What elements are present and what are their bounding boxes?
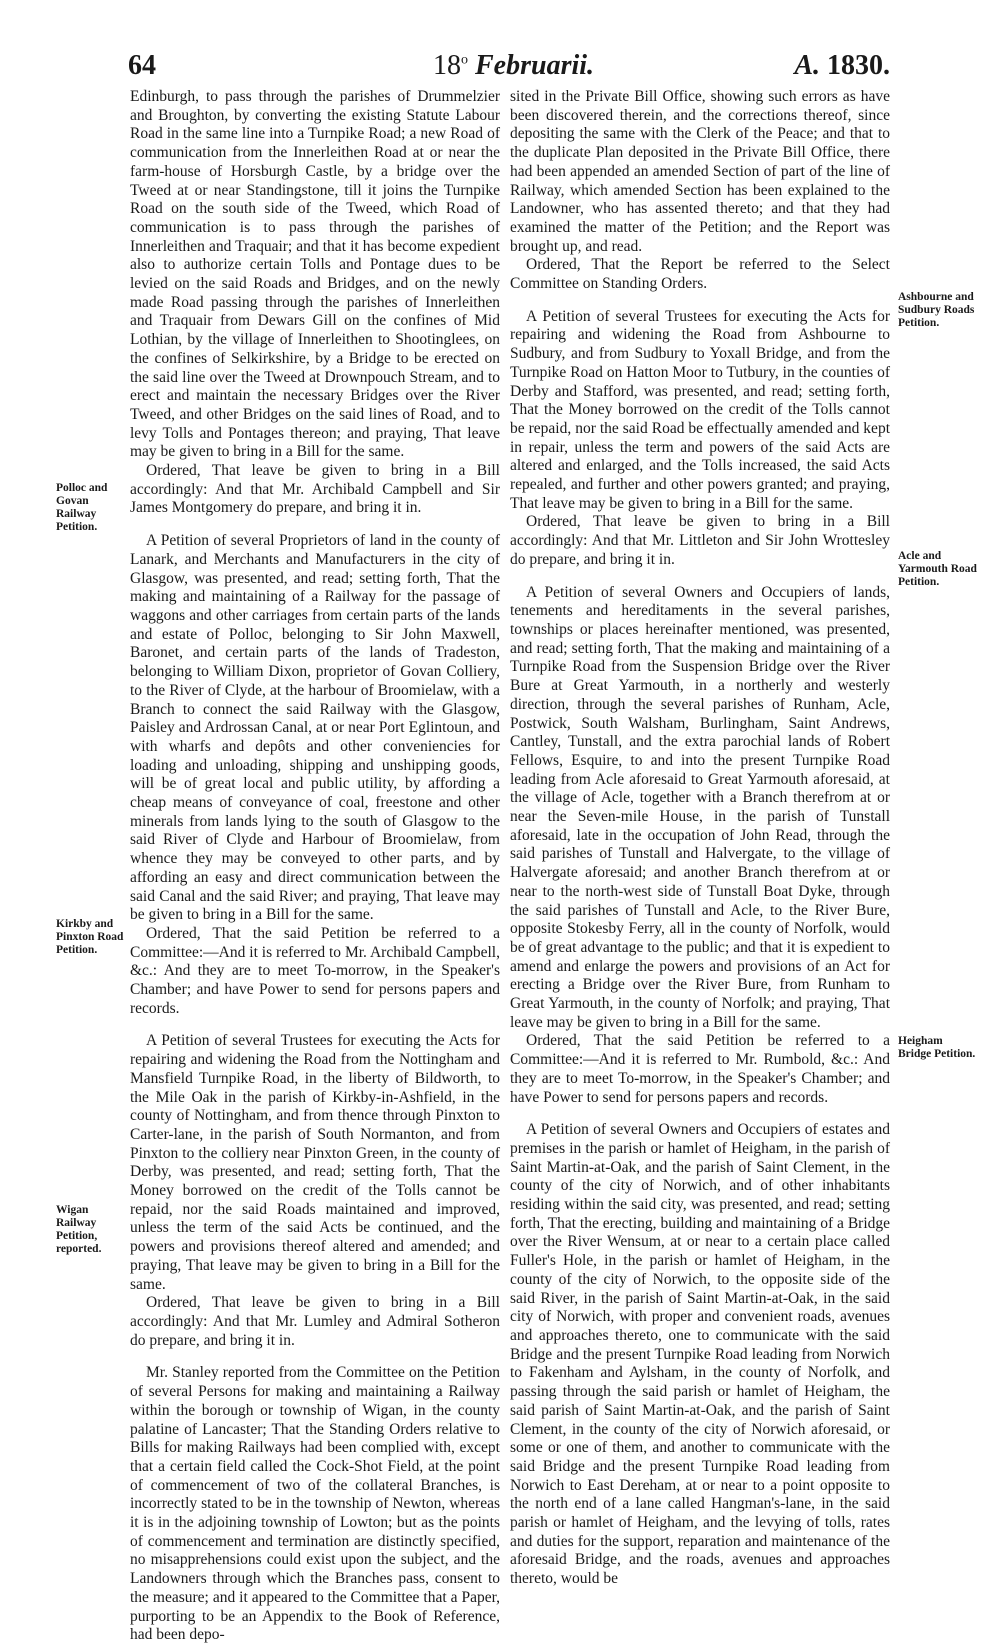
margin-note-heigham: Heigham Bridge Petition. — [898, 1035, 976, 1060]
order-paragraph: Ordered, That the Report be referred to the Select Committee on Standing Orders. — [510, 256, 890, 293]
left-column — [130, 88, 500, 1645]
margin-note-kirkby: Kirkby and Pinxton Road Petition. — [56, 918, 124, 956]
margin-note-ashbourne: Ashbourne and Sudbury Roads Petition. — [898, 291, 975, 329]
paragraph: A Petition of several Proprietors of land in the county of Lanark, and Merchants and Manufacturers in the city of Glasgow, was presented, and read; setting forth, That the making and maintaining of a Railway for the passage of waggons and other carriages from certain parts of the lands and estate of Polloc, belonging to Sir John Maxwell, Baronet, and certain parts of the lands of Tradeston, belonging to William Dixon, proprietor of Govan Colliery, to the River of Clyde, at the harbour of Broomielaw, with a Branch to connect the said Railway with the Glasgow, Paisley and Ardrossan Canal, at or near Port Eglintoun, and with wharfs and depôts and other conveniencies for loading and unloading, shipping and unshipping goods, will be of great local and public utility, by affording a cheap means of conveyance of coal, freestone and other minerals from lands lying to the south of Glasgow to the said River of Clyde and Harbour of Broomielaw, from whence they may be conveyed to other parts, and by affording an easy and direct communication between the said Canal and the said River; and praying, That leave may be given to bring in a Bill for the same. — [130, 532, 500, 924]
paragraph: A Petition of several Owners and Occupiers of estates and premises in the parish or hamlet of Heigham, in the parish of Saint Martin-at-Oak, and the parish of Saint Clement, in the county of the city of Norwich, and of other inhabitants residing within the said city, was presented, and read; setting forth, That the erecting, building and maintaining of a Bridge over the River Wensum, at or near to a certain place called Fuller's Hole, in the parish or hamlet of Heigham, in the county of the city of Norwich, to the opposite side of the said River, in the parish of Saint Martin-at-Oak, in the said city of Norwich, with proper and convenient roads, avenues and approaches thereto, one to communicate with the said Bridge and the present Turnpike Road leading from Norwich to Fakenham and Aylsham, in the county of Norfolk, and passing through the said parish or hamlet of Heigham, the said parish of Saint Martin-at-Oak, and the parish of Saint Clement, in the county of the city of Norwich aforesaid, or some or one of them, and another to communicate with the said Bridge and the present Turnpike Road leading from Norwich to East Dereham, at or near to a point opposite to the north end of a lane called Hangman's-lane, in the said parish or hamlet of Heigham, and the levying of tolls, rates and duties for the support, reparation and maintenance of the aforesaid Bridge, and the roads, avenues and approaches thereto, would be — [510, 1121, 890, 1588]
page-date — [433, 50, 594, 82]
order-paragraph: Ordered, That the said Petition be referred to a Committee:—And it is referred to Mr. Archibald Campbell, &c.: And they are to meet To-morrow, in the Speaker's Chamber; and have Power to send for persons papers and records. — [130, 924, 500, 1017]
paragraph: Mr. Stanley reported from the Committee on the Petition of several Persons for making and maintaining a Railway within the borough or township of Wigan, in the county palatine of Lancaster; That the Standing Orders relative to Bills for making Railways had been complied with, except that a certain field called the Cock-Shot Field, at the point of commencement of two of the collateral Branches, is incorrectly stated to be in the township of Newton, whereas it is in the adjoining township of Lowton; but as the points of commencement and termination are distinctly specified, no misapprehensions could exist upon the subject, and the Landowners through which the Branches pass, consent to the measure; and it appeared to the Committee that a Paper, purporting to be an Appendix to the Book of Reference, had been depo- — [130, 1364, 500, 1644]
order-paragraph: Ordered, That leave be given to bring in a Bill accordingly: And that Mr. Archibald Campbell and Sir James Montgomery do prepare, and bring it in. — [130, 462, 500, 517]
paragraph: A Petition of several Trustees for executing the Acts for repairing and widening the Road from the Nottingham and Mansfield Turnpike Road, in the liberty of Bildworth, to the Mile Oak in the parish of Kirkby-in-Ashfield, in the county of Nottingham, and from thence through Pinxton to Carter-lane, in the parish of South Normanton, and from Pinxton to the colliery near Pinxton Green, in the county of Derby, was presented, and read; setting forth, That the Money borrowed on the credit of the Tolls cannot be repaid, nor the said Roads maintained and improved, unless the term of the said Acts be continued, and the powers and provisions thereof altered and amended; and praying, That leave may be given to bring in a Bill for the same. — [130, 1032, 500, 1293]
year-value: 1830. — [827, 50, 890, 81]
date-day: 18 — [433, 50, 461, 81]
paragraph: sited in the Private Bill Office, showing such errors as have been discovered therein, and the corrections thereof, since depositing the same with the Clerk of the Peace; and that to the duplicate Plan deposited in the Private Bill Office, there had been appended an amended Section of part of the line of Railway, which amended Section has been explained to the Landowner, who has assented thereto; and that they had examined the matter of the Petition; and the Report was brought up, and read. — [510, 88, 890, 255]
margin-note-acle: Acle and Yarmouth Road Petition. — [898, 550, 977, 588]
date-month: Februarii. — [475, 50, 595, 81]
order-paragraph: Ordered, That leave be given to bring in a Bill accordingly: And that Mr. Littleton and Sir John Wrottesley do prepare, and bring it in. — [510, 513, 890, 568]
year-prefix: A. — [794, 50, 820, 81]
date-superscript: o — [461, 52, 468, 68]
order-paragraph: Ordered, That leave be given to bring in a Bill accordingly: And that Mr. Lumley and Admiral Sotheron do prepare, and bring it in. — [130, 1294, 500, 1349]
paragraph: Edinburgh, to pass through the parishes of Drummelzier and Broughton, by converting the existing Statute Labour Road in the same line into a Turnpike Road; a new Road of communication from the Innerleithen Road at or near the farm-house of Horsburgh Castle, by a bridge over the Tweed at or near Standingstone, till it joins the Turnpike Road on the south side of the Tweed, which Road of communication is to pass through the parishes of Innerleithen and Traquair; and that it has become expedient also to authorize certain Tolls and Pontage dues to be levied on the said Roads and Bridges, and on the newly made Road passing through the parishes of Innerleithen and Traquair from Dewars Gill on the confines of Mid Lothian, by the village of Innerleithen to Shootinglees, on the confines of Selkirkshire, by a Bridge to be erected on the said line over the Tweed at Drownpouch Stream, and to erect and maintain the necessary Bridges over the River Tweed, and other Bridges on the said lines of Road, and to levy Tolls and Pontages thereon; and praying, That leave may be given to bring in a Bill for the same. — [130, 88, 500, 461]
margin-note-wigan: Wigan Railway Petition, reported. — [56, 1204, 102, 1255]
page-year — [794, 50, 890, 82]
paragraph: A Petition of several Trustees for executing the Acts for repairing and widening the Road from Ashbourne to Sudbury, and from Sudbury to Yoxall Bridge, and from the Turnpike Road on Hatton Moor to Tutbury, in the counties of Derby and Stafford, was presented, and read; setting forth, That the Money borrowed on the credit of the Tolls cannot be repaid, nor the said Road be effectually amended and kept in repair, unless the term and powers of the said Acts are altered and enlarged, and the Tolls increased, the said Acts repealed, and further and other powers granted; and praying, That leave may be given to bring in a Bill for the same. — [510, 307, 890, 512]
page-header — [128, 50, 890, 90]
order-paragraph: Ordered, That the said Petition be referred to a Committee:—And it is referred to Mr. Rumbold, &c.: And they are to meet To-morrow, in the Speaker's Chamber; and have Power to send for persons papers and records. — [510, 1032, 890, 1106]
right-column — [510, 88, 890, 1589]
margin-note-polloc: Polloc and Govan Railway Petition. — [56, 482, 108, 533]
page-number: 64 — [128, 50, 156, 81]
paragraph: A Petition of several Owners and Occupiers of lands, tenements and hereditaments in the several parishes, townships or places hereinafter mentioned, was presented, and read; setting forth, That the making and maintaining of a Turnpike Road from the Suspension Bridge over the River Bure at Great Yarmouth, in a northerly and westerly direction, through the several parishes of Runham, Acle, Postwick, South Walsham, Burlingham, Saint Andrews, Cantley, Tunstall, and the extra parochial lands of Robert Fellows, Esquire, to and into the present Turnpike Road leading from Acle aforesaid to Great Yarmouth aforesaid, at the village of Acle, together with a Branch therefrom at or near the Seven-mile House, in the parish of Tunstall aforesaid, late in the occupation of John Read, through the said parishes of Tunstall and Halvergate, to the village of Halvergate aforesaid; and another Branch therefrom at or near to the north-west side of Tunstall Boat Dyke, through the said parishes of Tunstall and Acle, to the River Bure, opposite Stokesby Ferry, all in the county of Norfolk, would be of great advantage to the public; and that it is expedient to amend and enlarge the powers and provisions of an Act for erecting a Bridge over the River Bure, from Runham to Great Yarmouth, in the county of Norfolk; and praying, That leave may be given to bring in a Bill for the same. — [510, 583, 890, 1031]
